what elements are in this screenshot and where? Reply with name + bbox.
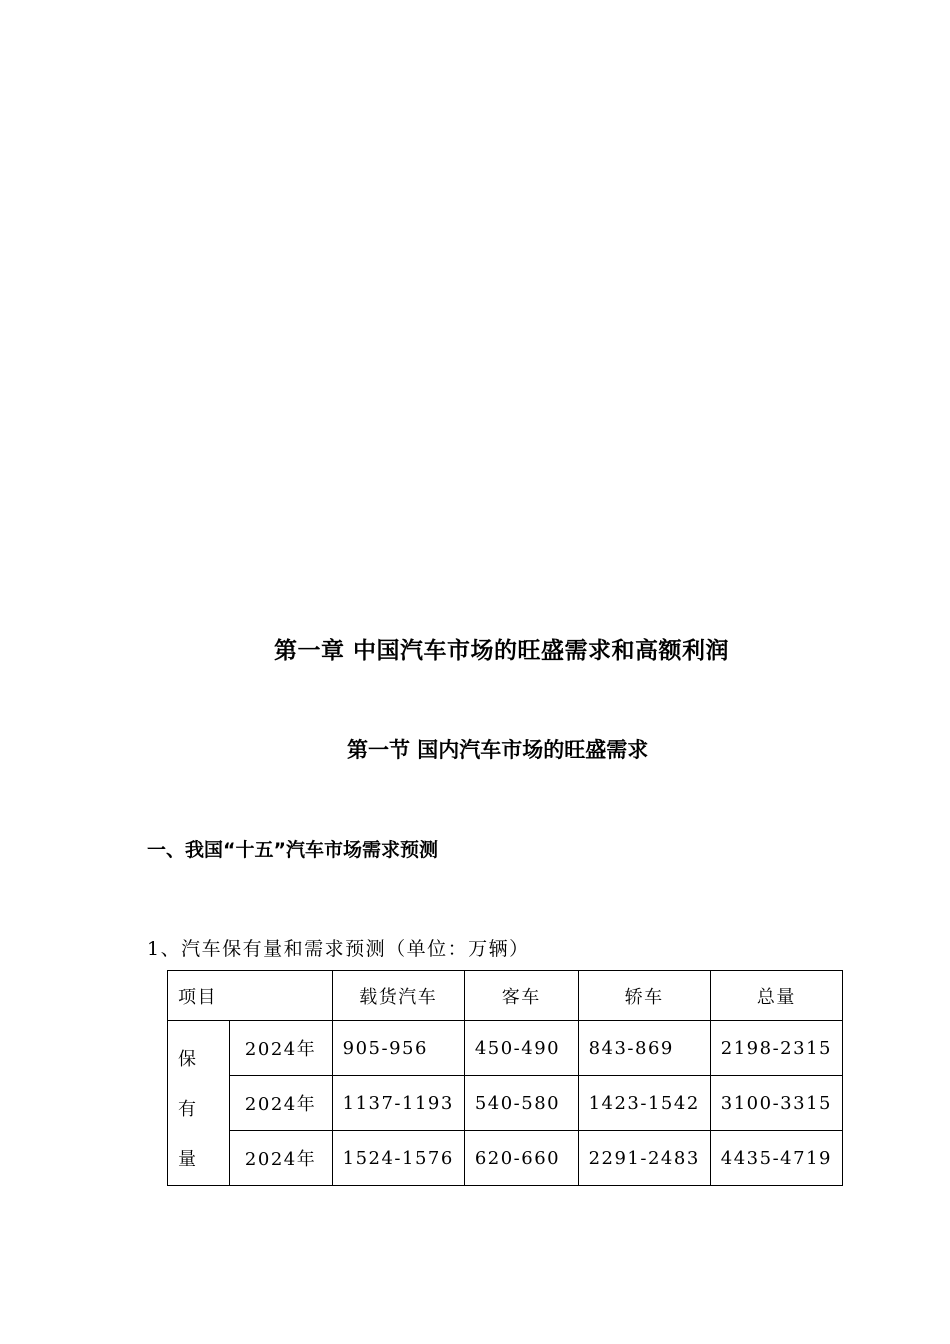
cell-cargo: 1524-1576 (332, 1131, 464, 1186)
cell-total: 3100-3315 (710, 1076, 842, 1131)
chapter-title: 第一章 中国汽车市场的旺盛需求和高额利润 (274, 638, 730, 664)
cell-car: 1423-1542 (578, 1076, 710, 1131)
header-total: 总量 (710, 971, 842, 1021)
header-item: 项目 (168, 971, 333, 1021)
header-car: 轿车 (578, 971, 710, 1021)
table-row (168, 1021, 843, 1076)
cell-cargo: 905-956 (332, 1021, 464, 1076)
cell-total: 2198-2315 (710, 1021, 842, 1076)
section-title: 第一节 国内汽车市场的旺盛需求 (347, 738, 649, 762)
table-row (168, 1076, 843, 1131)
cell-car: 843-869 (578, 1021, 710, 1076)
cell-car: 2291-2483 (578, 1131, 710, 1186)
cell-bus: 540-580 (464, 1076, 578, 1131)
table-header-row (168, 971, 843, 1021)
subsection-title: 一、我国“十五”汽车市场需求预测 (147, 839, 438, 861)
header-cargo: 载货汽车 (332, 971, 464, 1021)
cell-year: 2024年 (229, 1076, 332, 1131)
cell-bus: 620-660 (464, 1131, 578, 1186)
vehicle-forecast-table (167, 970, 843, 1186)
cell-bus: 450-490 (464, 1021, 578, 1076)
table-row (168, 1131, 843, 1186)
cell-cargo: 1137-1193 (332, 1076, 464, 1131)
row-group-label: 保 有 量 (168, 1021, 230, 1186)
cell-total: 4435-4719 (710, 1131, 842, 1186)
header-bus: 客车 (464, 971, 578, 1021)
cell-year: 2024年 (229, 1021, 332, 1076)
cell-year: 2024年 (229, 1131, 332, 1186)
table-caption: 1、汽车保有量和需求预测（单位：万辆） (147, 938, 530, 960)
